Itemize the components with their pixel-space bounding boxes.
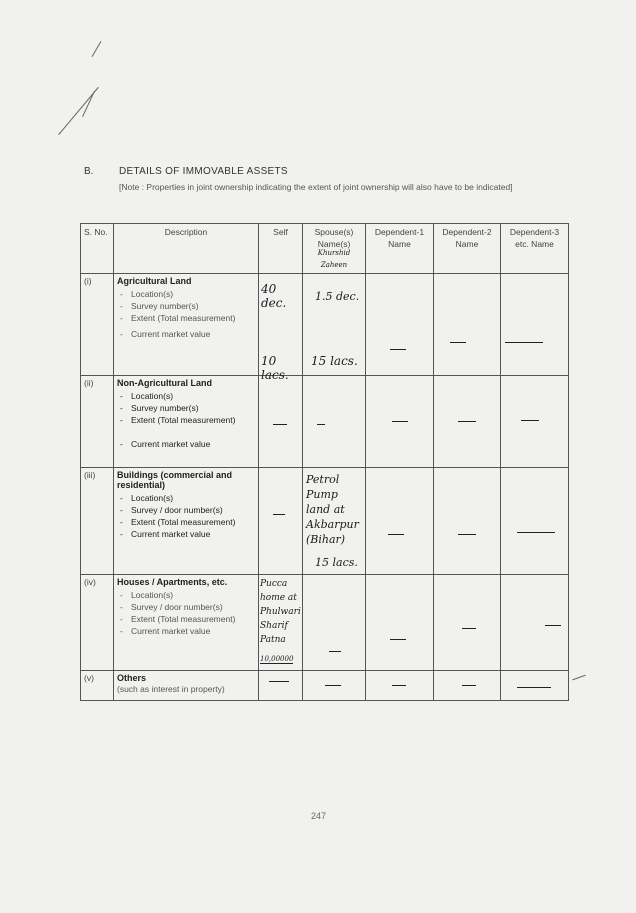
immovable-assets-table	[80, 223, 569, 701]
empty-dash	[458, 534, 476, 535]
spouse-cell	[303, 575, 366, 671]
section-title: DETAILS OF IMMOVABLE ASSETS	[119, 166, 288, 177]
row-category: Others	[117, 673, 147, 683]
spouse-property-note: Petrol Pump land at Akbarpur (Bihar)	[306, 473, 359, 546]
self-cell	[259, 468, 303, 575]
row-item: - Location(s)	[117, 589, 255, 601]
empty-dash	[317, 424, 325, 425]
row-number: (ii)	[81, 376, 114, 468]
row-item: - Extent (Total measurement)	[117, 516, 255, 528]
empty-dash	[545, 625, 561, 626]
table-row	[81, 376, 569, 468]
dep1-cell	[366, 274, 434, 376]
dep3-cell	[501, 274, 569, 376]
row-item: - Location(s)	[117, 390, 255, 402]
stray-mark	[92, 41, 102, 57]
spouse-cell	[303, 376, 366, 468]
row-item: - Current market value	[117, 438, 255, 450]
dep1-cell	[366, 671, 434, 701]
table-row	[81, 575, 569, 671]
dep3-cell	[501, 575, 569, 671]
header-dep1: Dependent-1 Name	[366, 224, 434, 274]
self-value: 10 lacs.	[261, 354, 289, 382]
dep1-cell	[366, 376, 434, 468]
self-property-note: Pucca home at Phulwari Sharif Patna	[260, 579, 301, 645]
dep1-cell	[366, 575, 434, 671]
empty-dash	[273, 514, 285, 515]
empty-dash	[521, 420, 539, 421]
row-item: - Survey / door number(s)	[117, 504, 255, 516]
row-number: (iv)	[81, 575, 114, 671]
empty-dash	[329, 651, 341, 652]
row-category: Houses / Apartments, etc.	[117, 577, 228, 587]
header-description: Description	[114, 224, 259, 274]
header-dep3: Dependent-3 etc. Name	[501, 224, 569, 274]
dep2-cell	[434, 671, 501, 701]
empty-dash	[392, 685, 406, 686]
empty-dash	[390, 349, 406, 350]
self-cell	[259, 575, 303, 671]
empty-dash	[450, 342, 466, 343]
table-row	[81, 274, 569, 376]
dep3-cell	[501, 376, 569, 468]
empty-dash	[392, 421, 408, 422]
spouse-cell	[303, 468, 366, 575]
header-spouse	[303, 224, 366, 274]
row-item: - Extent (Total measurement)	[117, 613, 255, 625]
row-items	[117, 492, 255, 540]
self-cell	[259, 671, 303, 701]
dep2-cell	[434, 575, 501, 671]
empty-dash	[388, 534, 404, 535]
spouse-cell	[303, 274, 366, 376]
empty-dash	[390, 639, 406, 640]
empty-dash	[273, 424, 287, 425]
dep2-cell	[434, 376, 501, 468]
empty-dash	[517, 687, 551, 688]
row-items	[117, 288, 255, 340]
row-item: - Survey / door number(s)	[117, 601, 255, 613]
row-category: Buildings (commercial and residential)	[117, 470, 233, 490]
row-item: - Current market value	[117, 528, 255, 540]
table-row	[81, 671, 569, 701]
spouse-name-handwritten: Khurshid Zaheen	[317, 249, 351, 269]
empty-dash	[517, 532, 555, 533]
header-dep2: Dependent-2 Name	[434, 224, 501, 274]
row-item: - Extent (Total measurement)	[117, 312, 255, 324]
row-items: (such as interest in property)	[117, 684, 225, 694]
page-number: 247	[311, 811, 327, 821]
empty-dash	[462, 685, 476, 686]
empty-dash	[458, 421, 476, 422]
empty-dash	[462, 628, 476, 629]
spouse-value: 15 lacs.	[315, 556, 358, 569]
header-spouse-label: Spouse(s) Name(s)	[314, 227, 354, 249]
section-note: [Note : Properties in joint ownership indicating the extent of joint ownership will also have to be indicated]	[119, 182, 513, 192]
dep3-cell	[501, 671, 569, 701]
self-cell	[259, 376, 303, 468]
row-description	[114, 376, 259, 468]
section-letter: B.	[84, 166, 94, 177]
row-number: (iii)	[81, 468, 114, 575]
header-self: Self	[259, 224, 303, 274]
row-description	[114, 575, 259, 671]
row-description	[114, 671, 259, 701]
table-row	[81, 468, 569, 575]
row-description	[114, 468, 259, 575]
row-items	[117, 589, 255, 637]
self-extent: 40 dec.	[261, 282, 287, 310]
row-item: - Location(s)	[117, 288, 255, 300]
row-description	[114, 274, 259, 376]
spouse-extent: 1.5 dec.	[315, 290, 360, 303]
empty-dash	[505, 342, 543, 343]
row-item: - Survey number(s)	[117, 402, 255, 414]
row-items	[117, 390, 255, 450]
row-item: - Current market value	[117, 328, 255, 340]
row-number: (i)	[81, 274, 114, 376]
header-sno: S. No.	[81, 224, 114, 274]
stray-mark	[572, 675, 585, 681]
empty-dash	[325, 685, 341, 686]
row-number: (v)	[81, 671, 114, 701]
spouse-cell	[303, 671, 366, 701]
empty-dash	[269, 681, 289, 682]
dep1-cell	[366, 468, 434, 575]
dep2-cell	[434, 468, 501, 575]
self-cell	[259, 274, 303, 382]
dep2-cell	[434, 274, 501, 376]
self-value: 10,00000	[260, 655, 294, 663]
row-category: Non-Agricultural Land	[117, 378, 212, 388]
row-category: Agricultural Land	[117, 276, 192, 286]
spouse-value: 15 lacs.	[311, 354, 358, 368]
header-row	[81, 224, 569, 274]
row-item: - Location(s)	[117, 492, 255, 504]
row-item: - Survey number(s)	[117, 300, 255, 312]
row-item: - Extent (Total measurement)	[117, 414, 255, 426]
dep3-cell	[501, 468, 569, 575]
row-item: - Current market value	[117, 625, 255, 637]
